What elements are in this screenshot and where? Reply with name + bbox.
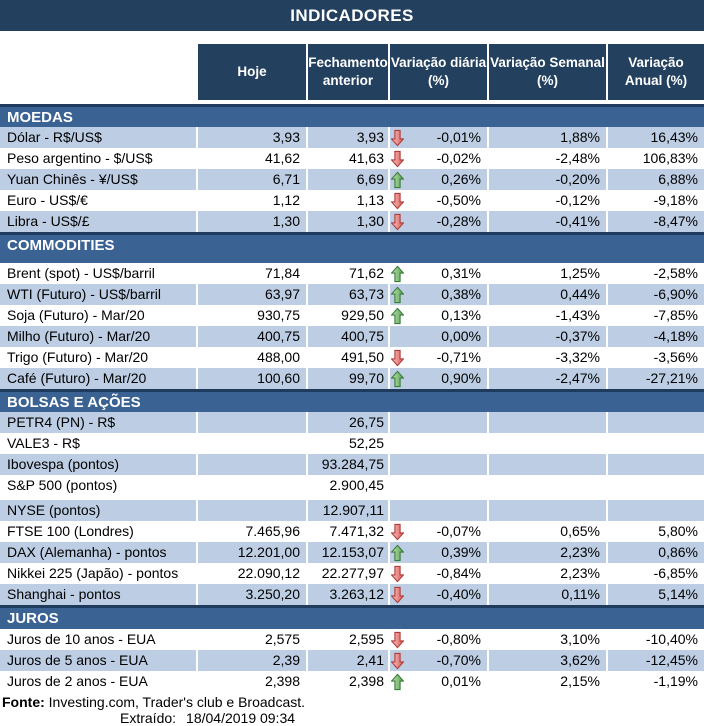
- fechamento-anterior-cell: 491,50: [308, 347, 388, 368]
- variacao-diaria-value: -0,01%: [436, 129, 481, 145]
- section-bolsas: [0, 389, 704, 605]
- extracted-line: [0, 710, 704, 726]
- variacao-diaria-value: 0,31%: [441, 265, 481, 281]
- row-label-cell: S&P 500 (pontos): [0, 475, 196, 496]
- variacao-diaria-cell: [390, 190, 487, 211]
- variacao-diaria-cell: [390, 347, 487, 368]
- column-header-label: Variação Anual (%): [624, 55, 688, 88]
- hoje-cell: 3.250,20: [198, 584, 306, 605]
- up-arrow-icon: [391, 265, 404, 282]
- variacao-anual-cell: -1,19%: [608, 671, 704, 692]
- label-column-spacer: [0, 44, 196, 100]
- row-label-cell: Euro - US$/€: [0, 190, 196, 211]
- variacao-diaria-cell: [390, 169, 487, 190]
- hoje-cell: [198, 475, 306, 496]
- row-label-cell: DAX (Alemanha) - pontos: [0, 542, 196, 563]
- variacao-diaria-cell: [390, 500, 487, 521]
- fechamento-anterior-cell: 93.284,75: [308, 454, 388, 475]
- table-row: [0, 500, 704, 521]
- section-header-juros: JUROS: [0, 605, 704, 629]
- fechamento-anterior-cell: 26,75: [308, 412, 388, 433]
- variacao-diaria-value: 0,39%: [441, 544, 481, 560]
- fechamento-anterior-cell: 7.471,32: [308, 521, 388, 542]
- table-row: [0, 211, 704, 232]
- variacao-anual-cell: [608, 454, 704, 475]
- hoje-cell: 3,93: [198, 127, 306, 148]
- table-row: [0, 347, 704, 368]
- variacao-semanal-cell: -1,43%: [489, 305, 606, 326]
- variacao-anual-cell: 106,83%: [608, 148, 704, 169]
- hoje-cell: 100,60: [198, 368, 306, 389]
- fechamento-anterior-cell: 1,30: [308, 211, 388, 232]
- table-row: [0, 169, 704, 190]
- variacao-diaria-value: 0,00%: [441, 328, 481, 344]
- hoje-cell: 71,84: [198, 263, 306, 284]
- section-header-commodities: COMMODITIES: [0, 232, 704, 263]
- fechamento-anterior-cell: 22.277,97: [308, 563, 388, 584]
- extracted-timestamp: 18/04/2019 09:34: [186, 710, 296, 726]
- variacao-diaria-cell: [390, 475, 487, 496]
- hoje-cell: 2,575: [198, 629, 306, 650]
- variacao-diaria-cell: [390, 305, 487, 326]
- table-row: [0, 454, 704, 475]
- hoje-cell: 1,12: [198, 190, 306, 211]
- fechamento-anterior-cell: 3,93: [308, 127, 388, 148]
- table-row: [0, 263, 704, 284]
- header-gap: [0, 31, 704, 44]
- variacao-semanal-cell: 0,11%: [489, 584, 606, 605]
- variacao-anual-cell: 5,14%: [608, 584, 704, 605]
- table-row: [0, 127, 704, 148]
- variacao-anual-cell: [608, 433, 704, 454]
- down-arrow-icon: [391, 213, 404, 230]
- footer: [0, 694, 704, 726]
- variacao-semanal-cell: 1,88%: [489, 127, 606, 148]
- down-arrow-icon: [391, 565, 404, 582]
- variacao-diaria-value: -0,71%: [436, 349, 481, 365]
- variacao-anual-cell: -3,56%: [608, 347, 704, 368]
- row-label-cell: PETR4 (PN) - R$: [0, 412, 196, 433]
- down-arrow-icon: [391, 523, 404, 540]
- variacao-diaria-value: -0,07%: [436, 523, 481, 539]
- hoje-cell: 2,39: [198, 650, 306, 671]
- variacao-semanal-cell: -2,48%: [489, 148, 606, 169]
- up-arrow-icon: [391, 286, 404, 303]
- variacao-semanal-cell: [489, 500, 606, 521]
- hoje-cell: [198, 500, 306, 521]
- up-arrow-icon: [391, 544, 404, 561]
- row-label-cell: Café (Futuro) - Mar/20: [0, 368, 196, 389]
- variacao-diaria-value: -0,40%: [436, 586, 481, 602]
- variacao-anual-cell: 5,80%: [608, 521, 704, 542]
- row-label-cell: VALE3 - R$: [0, 433, 196, 454]
- hoje-cell: 22.090,12: [198, 563, 306, 584]
- variacao-semanal-cell: 0,65%: [489, 521, 606, 542]
- source-text: Investing.com, Trader's club e Broadcast.: [44, 694, 306, 710]
- hoje-cell: [198, 412, 306, 433]
- variacao-semanal-cell: [489, 433, 606, 454]
- fechamento-anterior-cell: 2.900,45: [308, 475, 388, 496]
- page-title: INDICADORES: [290, 5, 414, 25]
- variacao-diaria-cell: [390, 671, 487, 692]
- variacao-diaria-value: -0,80%: [436, 631, 481, 647]
- section-header-moedas: MOEDAS: [0, 104, 704, 127]
- section-juros: [0, 605, 704, 692]
- variacao-anual-cell: -4,18%: [608, 326, 704, 347]
- variacao-anual-cell: [608, 475, 704, 496]
- table-row: [0, 190, 704, 211]
- table-row: [0, 671, 704, 692]
- variacao-diaria-cell: [390, 211, 487, 232]
- variacao-diaria-cell: [390, 454, 487, 475]
- row-label-cell: Nikkei 225 (Japão) - pontos: [0, 563, 196, 584]
- fechamento-anterior-cell: 929,50: [308, 305, 388, 326]
- hoje-cell: 41,62: [198, 148, 306, 169]
- hoje-cell: 6,71: [198, 169, 306, 190]
- column-header-label: Fechamento anterior: [308, 55, 388, 88]
- hoje-cell: 7.465,96: [198, 521, 306, 542]
- variacao-diaria-value: 0,01%: [441, 673, 481, 689]
- source-label: Fonte:: [2, 694, 45, 710]
- variacao-anual-cell: -27,21%: [608, 368, 704, 389]
- variacao-anual-cell: [608, 500, 704, 521]
- variacao-diaria-value: 0,26%: [441, 171, 481, 187]
- column-header-label: Hoje: [237, 64, 267, 80]
- fechamento-anterior-cell: 52,25: [308, 433, 388, 454]
- variacao-semanal-cell: 3,10%: [489, 629, 606, 650]
- column-header-hoje: [198, 44, 306, 100]
- hoje-cell: 1,30: [198, 211, 306, 232]
- column-header-variacao-semanal: [489, 44, 606, 100]
- section-commodities: [0, 232, 704, 389]
- down-arrow-icon: [391, 349, 404, 366]
- fechamento-anterior-cell: 3.263,12: [308, 584, 388, 605]
- hoje-cell: 2,398: [198, 671, 306, 692]
- table-row: [0, 326, 704, 347]
- down-arrow-icon: [391, 631, 404, 648]
- fechamento-anterior-cell: 41,63: [308, 148, 388, 169]
- column-header-variacao-anual: [608, 44, 704, 100]
- down-arrow-icon: [391, 652, 404, 669]
- variacao-semanal-cell: 3,62%: [489, 650, 606, 671]
- table-row: [0, 433, 704, 454]
- variacao-diaria-cell: [390, 629, 487, 650]
- fechamento-anterior-cell: 2,595: [308, 629, 388, 650]
- column-header-label: Variação diária (%): [390, 55, 487, 88]
- hoje-cell: 930,75: [198, 305, 306, 326]
- row-label-cell: Trigo (Futuro) - Mar/20: [0, 347, 196, 368]
- variacao-semanal-cell: [489, 454, 606, 475]
- variacao-anual-cell: [608, 412, 704, 433]
- fechamento-anterior-cell: 12.153,07: [308, 542, 388, 563]
- row-label-cell: Juros de 2 anos - EUA: [0, 671, 196, 692]
- row-label-cell: WTI (Futuro) - US$/barril: [0, 284, 196, 305]
- variacao-semanal-cell: [489, 412, 606, 433]
- column-header-label: Variação Semanal (%): [490, 55, 605, 88]
- table-row: [0, 584, 704, 605]
- variacao-semanal-cell: -0,12%: [489, 190, 606, 211]
- fechamento-anterior-cell: 63,73: [308, 284, 388, 305]
- variacao-anual-cell: -6,90%: [608, 284, 704, 305]
- variacao-diaria-value: -0,84%: [436, 565, 481, 581]
- row-label-cell: Soja (Futuro) - Mar/20: [0, 305, 196, 326]
- row-label-cell: Brent (spot) - US$/barril: [0, 263, 196, 284]
- table-row: [0, 521, 704, 542]
- variacao-diaria-cell: [390, 263, 487, 284]
- variacao-diaria-value: 0,90%: [441, 370, 481, 386]
- table-row: [0, 563, 704, 584]
- variacao-diaria-cell: [390, 584, 487, 605]
- variacao-semanal-cell: -0,20%: [489, 169, 606, 190]
- variacao-diaria-cell: [390, 148, 487, 169]
- fechamento-anterior-cell: 2,398: [308, 671, 388, 692]
- down-arrow-icon: [391, 192, 404, 209]
- variacao-anual-cell: -10,40%: [608, 629, 704, 650]
- variacao-anual-cell: 0,86%: [608, 542, 704, 563]
- hoje-cell: [198, 433, 306, 454]
- fechamento-anterior-cell: 71,62: [308, 263, 388, 284]
- variacao-diaria-value: -0,02%: [436, 150, 481, 166]
- variacao-diaria-cell: [390, 284, 487, 305]
- fechamento-anterior-cell: 6,69: [308, 169, 388, 190]
- up-arrow-icon: [391, 673, 404, 690]
- variacao-diaria-cell: [390, 368, 487, 389]
- variacao-semanal-cell: 2,15%: [489, 671, 606, 692]
- variacao-diaria-cell: [390, 326, 487, 347]
- variacao-semanal-cell: 0,44%: [489, 284, 606, 305]
- variacao-diaria-cell: [390, 521, 487, 542]
- variacao-diaria-value: 0,13%: [441, 307, 481, 323]
- variacao-diaria-cell: [390, 650, 487, 671]
- column-header-fechamento-anterior: [308, 44, 388, 100]
- variacao-anual-cell: -12,45%: [608, 650, 704, 671]
- indicators-table: [0, 104, 704, 692]
- variacao-anual-cell: -9,18%: [608, 190, 704, 211]
- variacao-diaria-value: -0,28%: [436, 213, 481, 229]
- fechamento-anterior-cell: 1,13: [308, 190, 388, 211]
- fechamento-anterior-cell: 400,75: [308, 326, 388, 347]
- variacao-diaria-value: -0,50%: [436, 192, 481, 208]
- hoje-cell: 488,00: [198, 347, 306, 368]
- down-arrow-icon: [391, 586, 404, 603]
- page-title-bar: [0, 0, 704, 31]
- variacao-anual-cell: -7,85%: [608, 305, 704, 326]
- variacao-anual-cell: -2,58%: [608, 263, 704, 284]
- table-row: [0, 542, 704, 563]
- row-label-cell: Dólar - R$/US$: [0, 127, 196, 148]
- extracted-label: Extraído:: [120, 710, 177, 726]
- variacao-anual-cell: -8,47%: [608, 211, 704, 232]
- table-row: [0, 629, 704, 650]
- variacao-semanal-cell: 1,25%: [489, 263, 606, 284]
- section-moedas: [0, 104, 704, 232]
- row-label-cell: Juros de 10 anos - EUA: [0, 629, 196, 650]
- section-header-bolsas: BOLSAS E AÇÕES: [0, 389, 704, 412]
- table-row: [0, 412, 704, 433]
- row-label-cell: Yuan Chinês - ¥/US$: [0, 169, 196, 190]
- hoje-cell: 12.201,00: [198, 542, 306, 563]
- row-label-cell: Shanghai - pontos: [0, 584, 196, 605]
- variacao-anual-cell: 6,88%: [608, 169, 704, 190]
- variacao-anual-cell: 16,43%: [608, 127, 704, 148]
- variacao-anual-cell: -6,85%: [608, 563, 704, 584]
- up-arrow-icon: [391, 171, 404, 188]
- table-row: [0, 284, 704, 305]
- fechamento-anterior-cell: 2,41: [308, 650, 388, 671]
- fechamento-anterior-cell: 99,70: [308, 368, 388, 389]
- row-label-cell: Milho (Futuro) - Mar/20: [0, 326, 196, 347]
- column-header-variacao-diaria: [390, 44, 487, 100]
- table-row: [0, 305, 704, 326]
- variacao-semanal-cell: -0,37%: [489, 326, 606, 347]
- down-arrow-icon: [391, 129, 404, 146]
- row-label-cell: Juros de 5 anos - EUA: [0, 650, 196, 671]
- row-label-cell: Peso argentino - $/US$: [0, 148, 196, 169]
- fechamento-anterior-cell: 12.907,11: [308, 500, 388, 521]
- hoje-cell: 400,75: [198, 326, 306, 347]
- source-line: [0, 694, 704, 710]
- table-row: [0, 368, 704, 389]
- up-arrow-icon: [391, 370, 404, 387]
- hoje-cell: 63,97: [198, 284, 306, 305]
- variacao-diaria-cell: [390, 412, 487, 433]
- table-row: [0, 148, 704, 169]
- variacao-semanal-cell: 2,23%: [489, 542, 606, 563]
- variacao-diaria-value: 0,38%: [441, 286, 481, 302]
- column-header-row: [0, 44, 704, 100]
- table-row: [0, 475, 704, 496]
- variacao-semanal-cell: -2,47%: [489, 368, 606, 389]
- down-arrow-icon: [391, 150, 404, 167]
- variacao-diaria-cell: [390, 127, 487, 148]
- variacao-semanal-cell: [489, 475, 606, 496]
- row-label-cell: FTSE 100 (Londres): [0, 521, 196, 542]
- variacao-diaria-cell: [390, 542, 487, 563]
- variacao-semanal-cell: 2,23%: [489, 563, 606, 584]
- table-row: [0, 650, 704, 671]
- row-label-cell: NYSE (pontos): [0, 500, 196, 521]
- row-label-cell: Ibovespa (pontos): [0, 454, 196, 475]
- hoje-cell: [198, 454, 306, 475]
- variacao-diaria-value: -0,70%: [436, 652, 481, 668]
- variacao-semanal-cell: -0,41%: [489, 211, 606, 232]
- variacao-diaria-cell: [390, 563, 487, 584]
- up-arrow-icon: [391, 307, 404, 324]
- variacao-semanal-cell: -3,32%: [489, 347, 606, 368]
- variacao-diaria-cell: [390, 433, 487, 454]
- row-label-cell: Libra - US$/£: [0, 211, 196, 232]
